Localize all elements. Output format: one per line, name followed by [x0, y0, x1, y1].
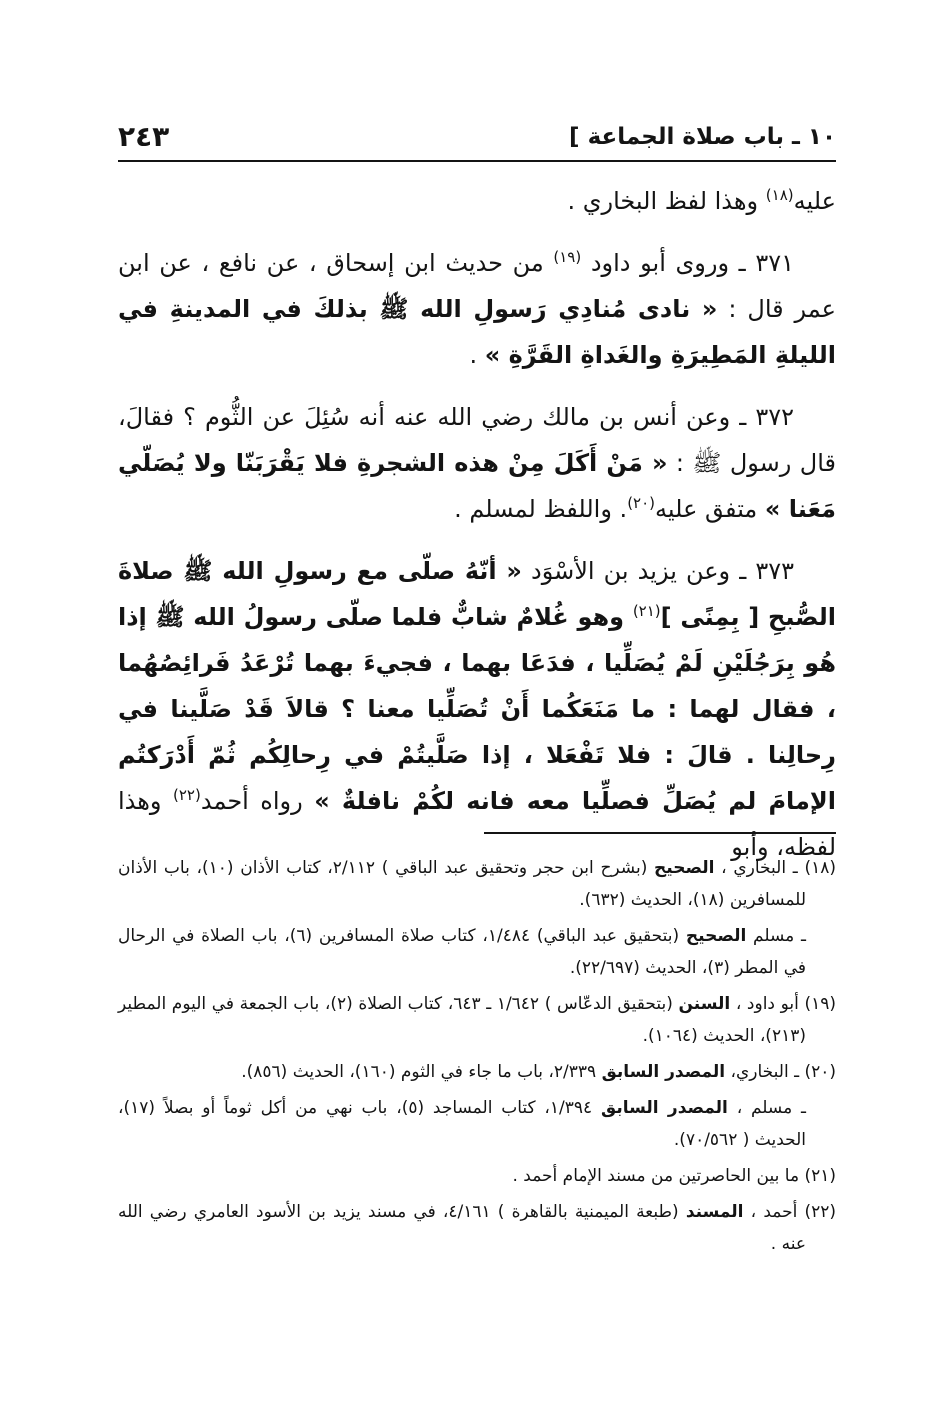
footnote-20 — [118, 1056, 836, 1088]
hadith-372 — [118, 394, 836, 532]
footnote-18-muslim — [118, 920, 836, 984]
footnote-19 — [118, 988, 836, 1052]
hadith-373 — [118, 548, 836, 870]
footnote-22 — [118, 1196, 836, 1260]
source-title: المصدر السابق — [601, 1098, 728, 1118]
text: ٣٧٣ ـ وعن يزيد بن الأسْوَد — [521, 557, 795, 585]
text: (بتحقيق عبد الباقي) ١/٤٨٤، كتاب صلاة المسافرين (٦)، باب الصلاة في الرحال في المطر (٣)، الحديث (٢٢/٦٩٧). — [118, 926, 806, 978]
footnote-18 — [118, 852, 836, 916]
header-rule — [118, 160, 836, 162]
hadith-quote: « مَنْ أَكَلَ مِنْ هذه الشجرةِ فلا يَقْرَبَنّا ولا يُصَلّي مَعَنا » — [118, 449, 836, 523]
source-title: المسند — [685, 1202, 744, 1222]
text: وهذا لفظ البخاري . — [567, 187, 766, 215]
text: (طبعة الميمنية بالقاهرة ) ٤/١٦١، في مسند يزيد بن الأسود العامري رضي الله عنه . — [118, 1202, 806, 1254]
text: متفق عليه — [655, 495, 765, 523]
hadith-quote: « نادى مُنادِي رَسولِ الله ﷺ بذلكَ في المدينةِ في الليلةِ المَطِيرَةِ والغَداةِ القَرَّةِ » — [118, 295, 836, 369]
text: (٢١) ما بين الحاصرتين من مسند الإمام أحمد . — [512, 1166, 836, 1186]
page-number: ٢٤٣ — [118, 120, 170, 153]
source-title: الصحيح — [654, 858, 715, 878]
text: (٢٢) أحمد ، — [743, 1202, 836, 1222]
text: ٣٧١ ـ وروى أبو داود — [581, 249, 794, 277]
text: ٣٧٢ ـ وعن أنس بن مالك رضي الله عنه أنه سُئِلَ عن الثُّوم ؟ فقالَ، قال رسول ﷺ : — [118, 403, 837, 477]
running-header — [118, 118, 836, 158]
footnote-ref: (٢٢) — [173, 786, 201, 804]
footnote-ref: (١٩) — [553, 248, 582, 266]
text: (١٩) أبو داود ، — [730, 994, 837, 1014]
hadith-371 — [118, 240, 836, 378]
main-text — [118, 178, 836, 886]
source-title: المصدر السابق — [601, 1062, 726, 1082]
footnote-rule — [484, 832, 836, 834]
text: ـ مسلم ، — [727, 1098, 806, 1118]
text: (بتحقيق الدعّاس ) ١/٦٤٢ ـ ٦٤٣، كتاب الصلاة (٢)، باب الجمعة في اليوم المطير (٢١٣)، الحديث (١٠٦٤). — [118, 994, 806, 1046]
text: من حديث ابن إسحاق ، عن نافع ، عن ابن عمر قال : — [118, 249, 836, 323]
text: . واللفظ لمسلم . — [454, 495, 628, 523]
hadith-quote: وهو غُلامٌ شابٌّ فلما صلّى رسولُ الله ﷺ إذا هُو بِرَجُلَيْنِ لَمْ يُصَلِّيا ، فدَعَا بهما ، فجيءَ بهما تُرْعَدُ فَرائِصُهُما ، فقال لهما : ما مَنَعَكُما أَنْ تُصَلِّيا معنا ؟ قالاَ قَدْ صَلَّينا في رِحالِنا . قالَ : فلا تَفْعَلا ، إذا صَلَّيتُمْ في رِحالِكُم ثُمّ أَدْرَكتُم الإمامَ لم يُصَلِّ فصلِّيا معه فانه لكُمْ نافلةٌ » — [118, 603, 837, 815]
footnote-20-muslim — [118, 1092, 836, 1156]
text: رواه أحمد — [200, 787, 315, 815]
footnote-ref: (٢٠) — [627, 494, 656, 512]
text: (١٨) ـ البخاري ، — [714, 858, 837, 878]
text: ٢/٣٣٩، باب ما جاء في الثوم (١٦٠)، الحديث (٨٥٦). — [241, 1062, 602, 1082]
footnote-ref: (١٨) — [765, 186, 794, 204]
text: وهذا لفظه، وأبو — [118, 787, 836, 861]
text: (بشرح ابن حجر وتحقيق عبد الباقي ) ٢/١١٢، كتاب الأذان (١٠)، باب الأذان للمسافرين (١٨)، الحديث (٦٣٢). — [118, 858, 806, 910]
chapter-title: ١٠ ـ باب صلاة الجماعة ] — [569, 124, 836, 150]
source-title: الصحيح — [685, 926, 747, 946]
text: . — [469, 341, 485, 369]
footnote-ref: (٢١) — [632, 602, 661, 620]
text: ١/٣٩٤، كتاب المساجد (٥)، باب نهي من أكل ثوماً أو بصلاً (١٧)، الحديث ( ٧٠/٥٦٢). — [118, 1098, 806, 1150]
text: عليه — [793, 187, 836, 215]
paragraph-continuation — [118, 178, 836, 224]
text: ـ مسلم — [746, 926, 806, 946]
hadith-quote: « أنّهُ صلّى مع رسولِ الله ﷺ صلاةَ الصُّبحِ [ بِمِنًى ] — [118, 557, 836, 631]
source-title: السنن — [678, 994, 731, 1014]
footnotes — [118, 852, 836, 1264]
text: (٢٠) ـ البخاري، — [725, 1062, 836, 1082]
footnote-21 — [118, 1160, 836, 1192]
